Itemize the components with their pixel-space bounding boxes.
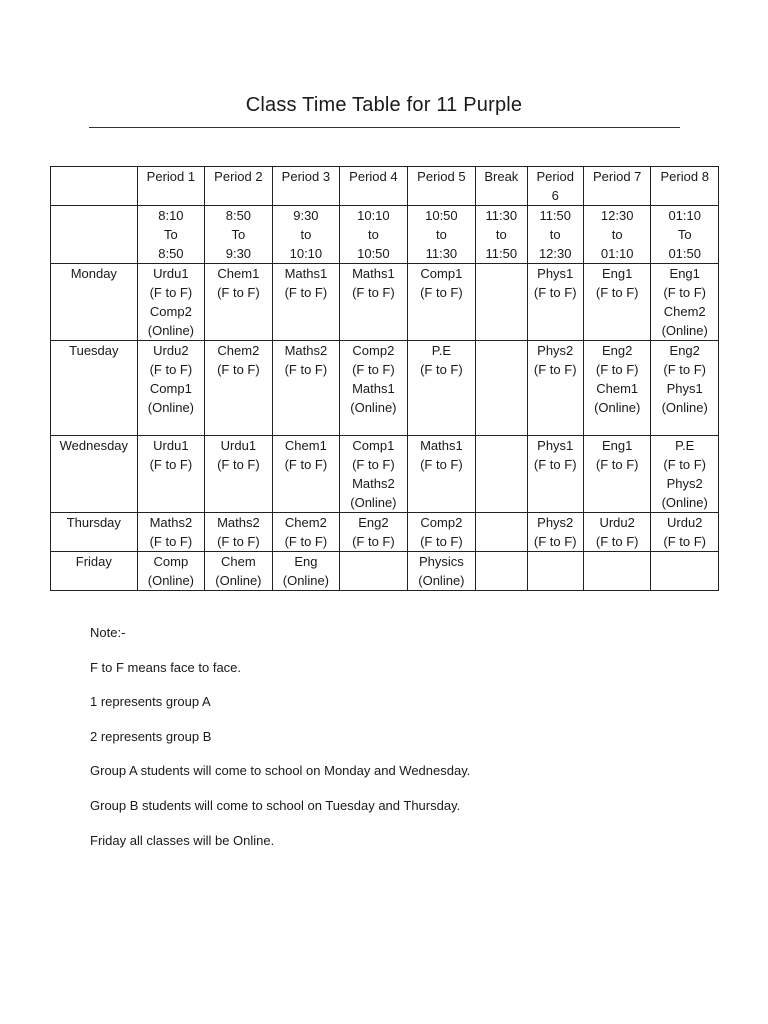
table-cell xyxy=(476,341,527,436)
table-cell: Urdu2 (F to F) Comp1 (Online) xyxy=(137,341,205,436)
header-cell-period-5: Period 5 xyxy=(407,167,476,206)
time-cell-break: 11:30 to 11:50 xyxy=(476,206,527,264)
table-cell: Chem2 (F to F) xyxy=(272,513,340,552)
table-cell: Eng2 (F to F) Chem1 (Online) xyxy=(583,341,651,436)
table-cell: P.E (F to F) Phys2 (Online) xyxy=(651,436,719,513)
table-cell: Chem1 (F to F) xyxy=(272,436,340,513)
table-cell: Urdu1 (F to F) xyxy=(137,436,205,513)
table-cell xyxy=(527,552,583,591)
table-cell: Urdu2 (F to F) xyxy=(583,513,651,552)
table-cell: Physics (Online) xyxy=(407,552,476,591)
day-label-tuesday: Tuesday xyxy=(51,341,138,436)
time-cell-period-7: 12:30 to 01:10 xyxy=(583,206,651,264)
day-label-friday: Friday xyxy=(51,552,138,591)
header-cell-period-1: Period 1 xyxy=(137,167,205,206)
table-cell: Eng1 (F to F) xyxy=(583,264,651,341)
table-cell: Maths2 (F to F) xyxy=(137,513,205,552)
table-cell: Phys1 (F to F) xyxy=(527,436,583,513)
table-cell: P.E (F to F) xyxy=(407,341,476,436)
header-cell-period-6: Period 6 xyxy=(527,167,583,206)
table-cell: Urdu1 (F to F) Comp2 (Online) xyxy=(137,264,205,341)
table-cell: Phys2 (F to F) xyxy=(527,341,583,436)
table-cell: Phys1 (F to F) xyxy=(527,264,583,341)
table-cell xyxy=(651,552,719,591)
table-cell: Urdu2 (F to F) xyxy=(651,513,719,552)
note-item: 2 represents group B xyxy=(90,728,212,744)
header-cell-period-3: Period 3 xyxy=(272,167,340,206)
table-cell: Maths2 (F to F) xyxy=(205,513,273,552)
table-cell: Eng1 (F to F) Chem2 (Online) xyxy=(651,264,719,341)
table-cell: Comp2 (F to F) xyxy=(407,513,476,552)
table-cell: Chem2 (F to F) xyxy=(205,341,273,436)
header-cell-period-8: Period 8 xyxy=(651,167,719,206)
table-row-thursday xyxy=(51,513,719,552)
time-cell-period-4: 10:10 to 10:50 xyxy=(340,206,408,264)
time-row xyxy=(51,206,719,264)
time-cell-corner xyxy=(51,206,138,264)
time-cell-period-3: 9:30 to 10:10 xyxy=(272,206,340,264)
note-item: 1 represents group A xyxy=(90,694,211,710)
table-row-friday xyxy=(51,552,719,591)
timetable xyxy=(50,166,719,591)
table-cell xyxy=(476,436,527,513)
note-item: Group A students will come to school on Monday and Wednesday. xyxy=(90,763,471,779)
notes-heading: Note:- xyxy=(90,625,126,640)
note-item: F to F means face to face. xyxy=(90,659,242,675)
day-label-wednesday: Wednesday xyxy=(51,436,138,513)
time-cell-period-5: 10:50 to 11:30 xyxy=(407,206,476,264)
table-cell: Comp1 (F to F) Maths2 (Online) xyxy=(340,436,408,513)
table-cell: Maths1 (F to F) xyxy=(407,436,476,513)
table-cell: Comp2 (F to F) Maths1 (Online) xyxy=(340,341,408,436)
header-cell-period-2: Period 2 xyxy=(205,167,273,206)
table-cell: Eng2 (F to F) xyxy=(340,513,408,552)
notes-section xyxy=(90,624,470,866)
table-cell: Maths1 (F to F) xyxy=(340,264,408,341)
table-cell: Chem (Online) xyxy=(205,552,273,591)
day-label-thursday: Thursday xyxy=(51,513,138,552)
day-label-monday: Monday xyxy=(51,264,138,341)
page-title: Class Time Table for 11 Purple xyxy=(245,94,523,116)
time-cell-period-1: 8:10 To 8:50 xyxy=(137,206,205,264)
header-cell-period-4: Period 4 xyxy=(340,167,408,206)
table-cell: Eng1 (F to F) xyxy=(583,436,651,513)
table-cell xyxy=(476,513,527,552)
table-cell: Urdu1 (F to F) xyxy=(205,436,273,513)
title-underline xyxy=(89,127,680,128)
table-cell: Chem1 (F to F) xyxy=(205,264,273,341)
note-item: Group B students will come to school on Tuesday and Thursday. xyxy=(90,797,461,813)
header-cell-corner xyxy=(51,167,138,206)
header-cell-break: Break xyxy=(476,167,527,206)
table-row-tuesday xyxy=(51,341,719,436)
header-cell-period-7: Period 7 xyxy=(583,167,651,206)
header-row xyxy=(51,167,719,206)
table-cell: Eng2 (F to F) Phys1 (Online) xyxy=(651,341,719,436)
table-cell xyxy=(583,552,651,591)
table-cell: Maths1 (F to F) xyxy=(272,264,340,341)
table-cell xyxy=(476,264,527,341)
table-cell: Maths2 (F to F) xyxy=(272,341,340,436)
table-cell: Phys2 (F to F) xyxy=(527,513,583,552)
table-cell: Comp (Online) xyxy=(137,552,205,591)
time-cell-period-2: 8:50 To 9:30 xyxy=(205,206,273,264)
time-cell-period-6: 11:50 to 12:30 xyxy=(527,206,583,264)
table-row-monday xyxy=(51,264,719,341)
table-cell: Comp1 (F to F) xyxy=(407,264,476,341)
table-cell: Eng (Online) xyxy=(272,552,340,591)
table-cell xyxy=(340,552,408,591)
table-cell xyxy=(476,552,527,591)
time-cell-period-8: 01:10 To 01:50 xyxy=(651,206,719,264)
table-row-wednesday xyxy=(51,436,719,513)
note-item: Friday all classes will be Online. xyxy=(90,832,275,848)
